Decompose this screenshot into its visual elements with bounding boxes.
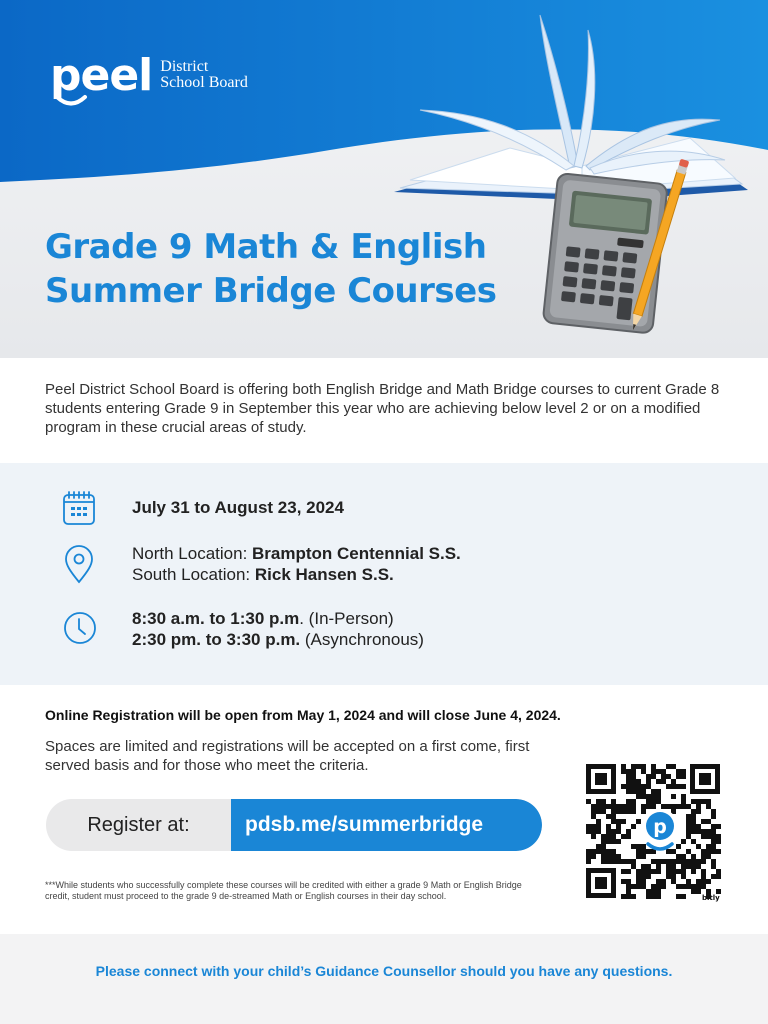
- async-time: 2:30 pm. to 3:30 p.m. (Asynchronous): [132, 630, 424, 649]
- locations-text: [132, 543, 461, 585]
- north-location: North Location: Brampton Centennial S.S.: [132, 544, 461, 563]
- qr-finder-top-right: [690, 764, 720, 794]
- footnote: ***While students who successfully complete these courses will be credited with either a grade 9 Math or English Bridge credit, student must proceed to the grade 9 de-streamed Math or English courses in their day school.: [45, 880, 522, 901]
- pdsb-logo: [50, 50, 248, 101]
- logo-smile-icon: [54, 94, 88, 108]
- svg-text:p: p: [653, 816, 667, 838]
- south-location: South Location: Rick Hansen S.S.: [132, 565, 394, 584]
- header-banner: [0, 0, 768, 358]
- logo-subtitle: [160, 59, 248, 91]
- in-person-time: 8:30 a.m. to 1:30 p.m. (In-Person): [132, 609, 394, 628]
- open-book-icon: [394, 15, 748, 200]
- registration-note: Spaces are limited and registrations will be accepted on a first come, first served basis and for those who meet the criteria.: [45, 738, 530, 774]
- qr-finder-bottom-left: [586, 868, 616, 898]
- register-link[interactable]: pdsb.me/summerbridge: [231, 799, 542, 851]
- logo-sub-line2: School Board: [160, 74, 248, 91]
- title-line-1: Grade 9 Math & English: [45, 227, 487, 267]
- book-calculator-illustration: [390, 0, 768, 358]
- qr-tag: bitly: [702, 894, 720, 902]
- details-panel: [0, 463, 768, 685]
- footer-message: Please connect with your child’s Guidance Counsellor should you have any questions.: [95, 963, 673, 979]
- logo-sub-line1: District: [160, 58, 209, 75]
- title-line-2: Summer Bridge Courses: [45, 271, 497, 311]
- footer: [0, 934, 768, 1024]
- register-label: Register at:: [87, 814, 190, 836]
- dates-text: July 31 to August 23, 2024: [132, 498, 344, 517]
- qr-code[interactable]: [584, 762, 724, 902]
- clock-icon: [62, 610, 98, 646]
- calculator-icon: [543, 173, 668, 334]
- times-text: [132, 608, 424, 650]
- qr-center-logo-icon: [641, 809, 679, 849]
- calendar-icon: [62, 490, 96, 526]
- location-pin-icon: [62, 545, 96, 585]
- intro-paragraph: Peel District School Board is offering both English Bridge and Math Bridge courses to current Grade 8 students entering Grade 9 in September this year who are achieving below level 2 or on a modified program in these crucial areas of study.: [45, 381, 720, 436]
- registration-headline: Online Registration will be open from May 1, 2024 and will close June 4, 2024.: [45, 707, 561, 723]
- qr-finder-top-left: [586, 764, 616, 794]
- logo-wordmark: peel: [50, 56, 152, 96]
- register-banner: [46, 799, 542, 851]
